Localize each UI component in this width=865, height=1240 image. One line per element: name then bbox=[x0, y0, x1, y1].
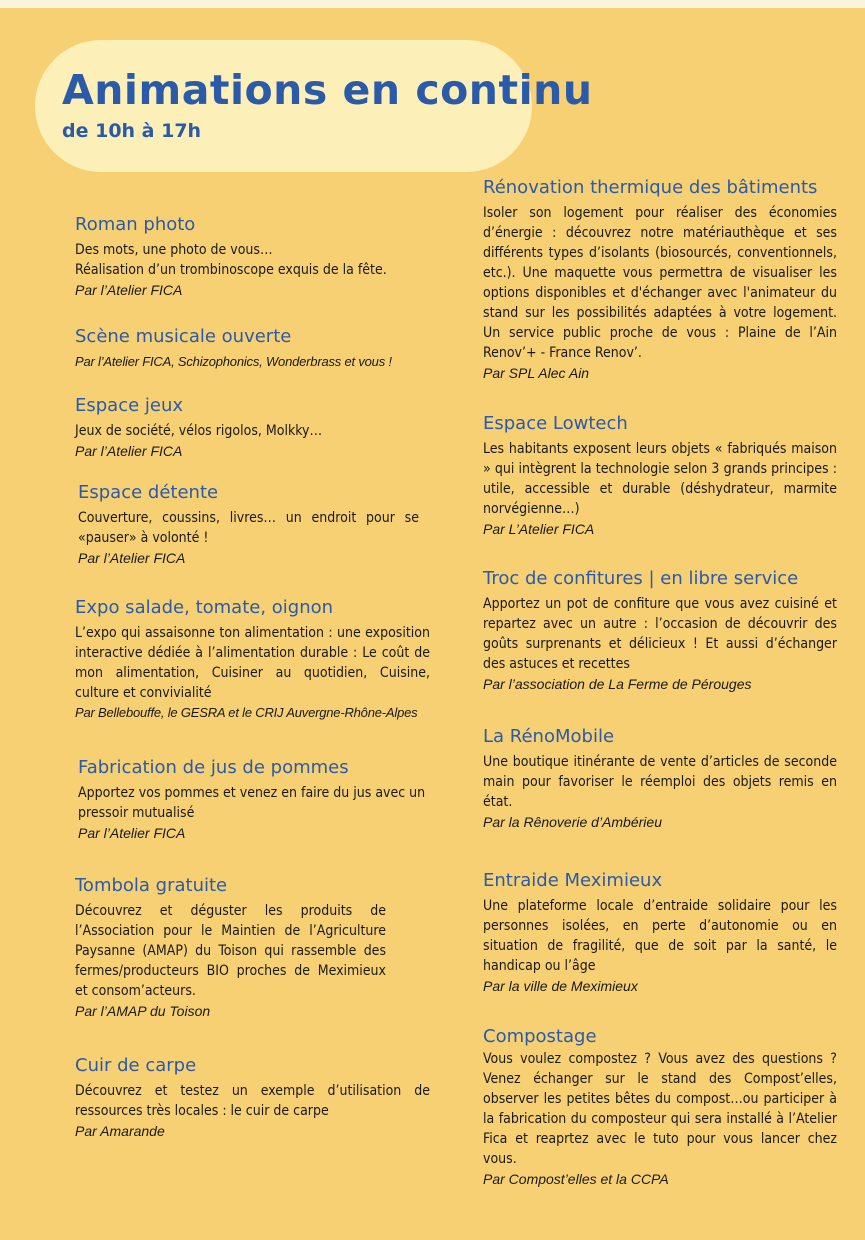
section-entraide-meximieux bbox=[483, 870, 837, 996]
section-credit: Par l’Atelier FICA bbox=[78, 550, 186, 566]
section-body: Découvrez et testez un exemple d’utilisation de ressources très locales : le cuir de carpe bbox=[75, 1083, 430, 1119]
section-jus-de-pommes bbox=[78, 757, 433, 843]
section-credit: Par Compost’elles et la CCPA bbox=[483, 1171, 669, 1187]
section-body: Vous voulez compostez ? Vous avez des questions ? Venez échanger sur le stand des Compost’elles, observer les petites bêtes du compost…ou participer à la fabrication du composteur qui sera installé à l’Atelier Fica et reaprtez avec le tuto pour vous lancer chez vous. bbox=[483, 1051, 837, 1167]
section-title: Fabrication de jus de pommes bbox=[78, 757, 349, 778]
section-body: Découvrez et déguster les produits de l’Association pour le Maintien de l’Agriculture Paysanne (AMAP) du Toison qui rassemble des fermes/producteurs BIO proches de Meximieux et consom’acteurs. bbox=[75, 903, 386, 999]
section-title: Espace Lowtech bbox=[483, 413, 628, 434]
section-title: Expo salade, tomate, oignon bbox=[75, 597, 334, 618]
section-compostage bbox=[483, 1026, 837, 1189]
section-body: Isoler son logement pour réaliser des économies d’énergie : découvrez notre matériauthèque et ses différents types d’isolants (biosourcés, conventionnels, etc.). Une maquette vous permettra de visualiser les options disponibles et d'échanger avec l'animateur du stand sur les possibilités adaptées à votre logement. Un service public proche de vous : Plaine de l’Ain Renov’+ - France Renov’. bbox=[483, 205, 837, 361]
section-body: Jeux de société, vélos rigolos, Molkky… bbox=[75, 423, 323, 439]
section-credit: Par l’Atelier FICA, Schizophonics, Wonderbrass et vous ! bbox=[75, 354, 392, 369]
section-espace-jeux bbox=[75, 395, 430, 461]
section-text-line: Des mots, une photo de vous… bbox=[75, 242, 273, 258]
section-text bbox=[483, 896, 837, 996]
section-text bbox=[75, 240, 430, 300]
section-credit: Par SPL Alec Ain bbox=[483, 365, 590, 381]
section-credit: Par la Rênoverie d’Ambérieu bbox=[483, 814, 662, 830]
section-body: Une boutique itinérante de vente d’articles de seconde main pour favoriser le réemploi des objets remis en état. bbox=[483, 754, 837, 810]
section-text bbox=[75, 1081, 430, 1141]
section-roman-photo bbox=[75, 214, 430, 300]
section-renomobile bbox=[483, 726, 837, 832]
section-text bbox=[75, 901, 386, 1021]
section-body: Les habitants exposent leurs objets « fabriqués maison » qui intègrent la technologie selon 3 grands principes : utile, accessible et durable (déshydrateur, marmite norvégienne…) bbox=[483, 441, 837, 517]
section-text bbox=[75, 623, 430, 723]
top-band bbox=[0, 0, 865, 8]
section-title: Entraide Meximieux bbox=[483, 870, 663, 891]
section-body: Apportez un pot de confiture que vous avez cuisiné et repartez avec un autre : l’occasion de découvrir des goûts surprenants et délicieux ! Et aussi d’échanger des astuces et recettes bbox=[483, 596, 837, 672]
section-title: Troc de confitures | en libre service bbox=[483, 568, 799, 589]
section-title: Rénovation thermique des bâtiments bbox=[483, 177, 818, 198]
section-title: La RénoMobile bbox=[483, 726, 615, 747]
section-text bbox=[78, 783, 433, 843]
section-title: Scène musicale ouverte bbox=[75, 326, 292, 347]
section-text bbox=[483, 1049, 837, 1189]
section-title: Espace jeux bbox=[75, 395, 184, 416]
section-espace-detente bbox=[78, 482, 419, 568]
section-credit: Par Amarande bbox=[75, 1123, 165, 1139]
section-credit: Par la ville de Meximieux bbox=[483, 978, 638, 994]
section-scene-musicale bbox=[75, 326, 430, 372]
section-credit: Par L’Atelier FICA bbox=[483, 521, 595, 537]
section-body: L’expo qui assaisonne ton alimentation : une exposition interactive dédiée à l’alimentation durable : Le coût de mon alimentation, Cuisiner au quotidien, Cuisine, culture et convivialité bbox=[75, 625, 430, 701]
section-text bbox=[483, 203, 837, 383]
section-credit: Par l’Atelier FICA bbox=[75, 443, 183, 459]
section-credit: Par l’association de La Ferme de Pérouges bbox=[483, 676, 752, 692]
section-troc-confitures bbox=[483, 568, 837, 694]
section-credit: Par Bellebouffe, le GESRA et le CRIJ Auvergne-Rhône-Alpes bbox=[75, 705, 418, 720]
section-text bbox=[483, 439, 837, 539]
section-body: Couverture, coussins, livres… un endroit pour se «pauser» à volonté ! bbox=[78, 510, 419, 546]
section-title: Roman photo bbox=[75, 214, 196, 235]
section-title: Compostage bbox=[483, 1026, 597, 1047]
section-credit: Par l’AMAP du Toison bbox=[75, 1003, 211, 1019]
section-tombola bbox=[75, 875, 386, 1021]
section-title: Espace détente bbox=[78, 482, 219, 503]
page-title: Animations en continu bbox=[62, 66, 593, 114]
section-espace-lowtech bbox=[483, 413, 837, 539]
section-expo-salade bbox=[75, 597, 430, 723]
section-text bbox=[75, 352, 430, 372]
section-text-line: Réalisation d’un trombinoscope exquis de la fête. bbox=[75, 262, 387, 278]
section-text bbox=[483, 594, 837, 694]
section-body: Apportez vos pommes et venez en faire du jus avec un pressoir mutualisé bbox=[78, 785, 426, 821]
page-subtitle: de 10h à 17h bbox=[62, 120, 202, 142]
section-text bbox=[483, 752, 837, 832]
section-credit: Par l’Atelier FICA bbox=[78, 825, 186, 841]
section-title: Cuir de carpe bbox=[75, 1055, 197, 1076]
section-body: Une plateforme locale d’entraide solidaire pour les personnes isolées, en perte d’autonomie ou en situation de fragilité, que de soit par la santé, le handicap ou l’âge bbox=[483, 898, 837, 974]
section-text bbox=[75, 421, 430, 461]
section-text bbox=[78, 508, 419, 568]
section-cuir-de-carpe bbox=[75, 1055, 430, 1141]
section-credit: Par l’Atelier FICA bbox=[75, 282, 183, 298]
section-renovation-thermique bbox=[483, 177, 837, 383]
section-title: Tombola gratuite bbox=[75, 875, 228, 896]
